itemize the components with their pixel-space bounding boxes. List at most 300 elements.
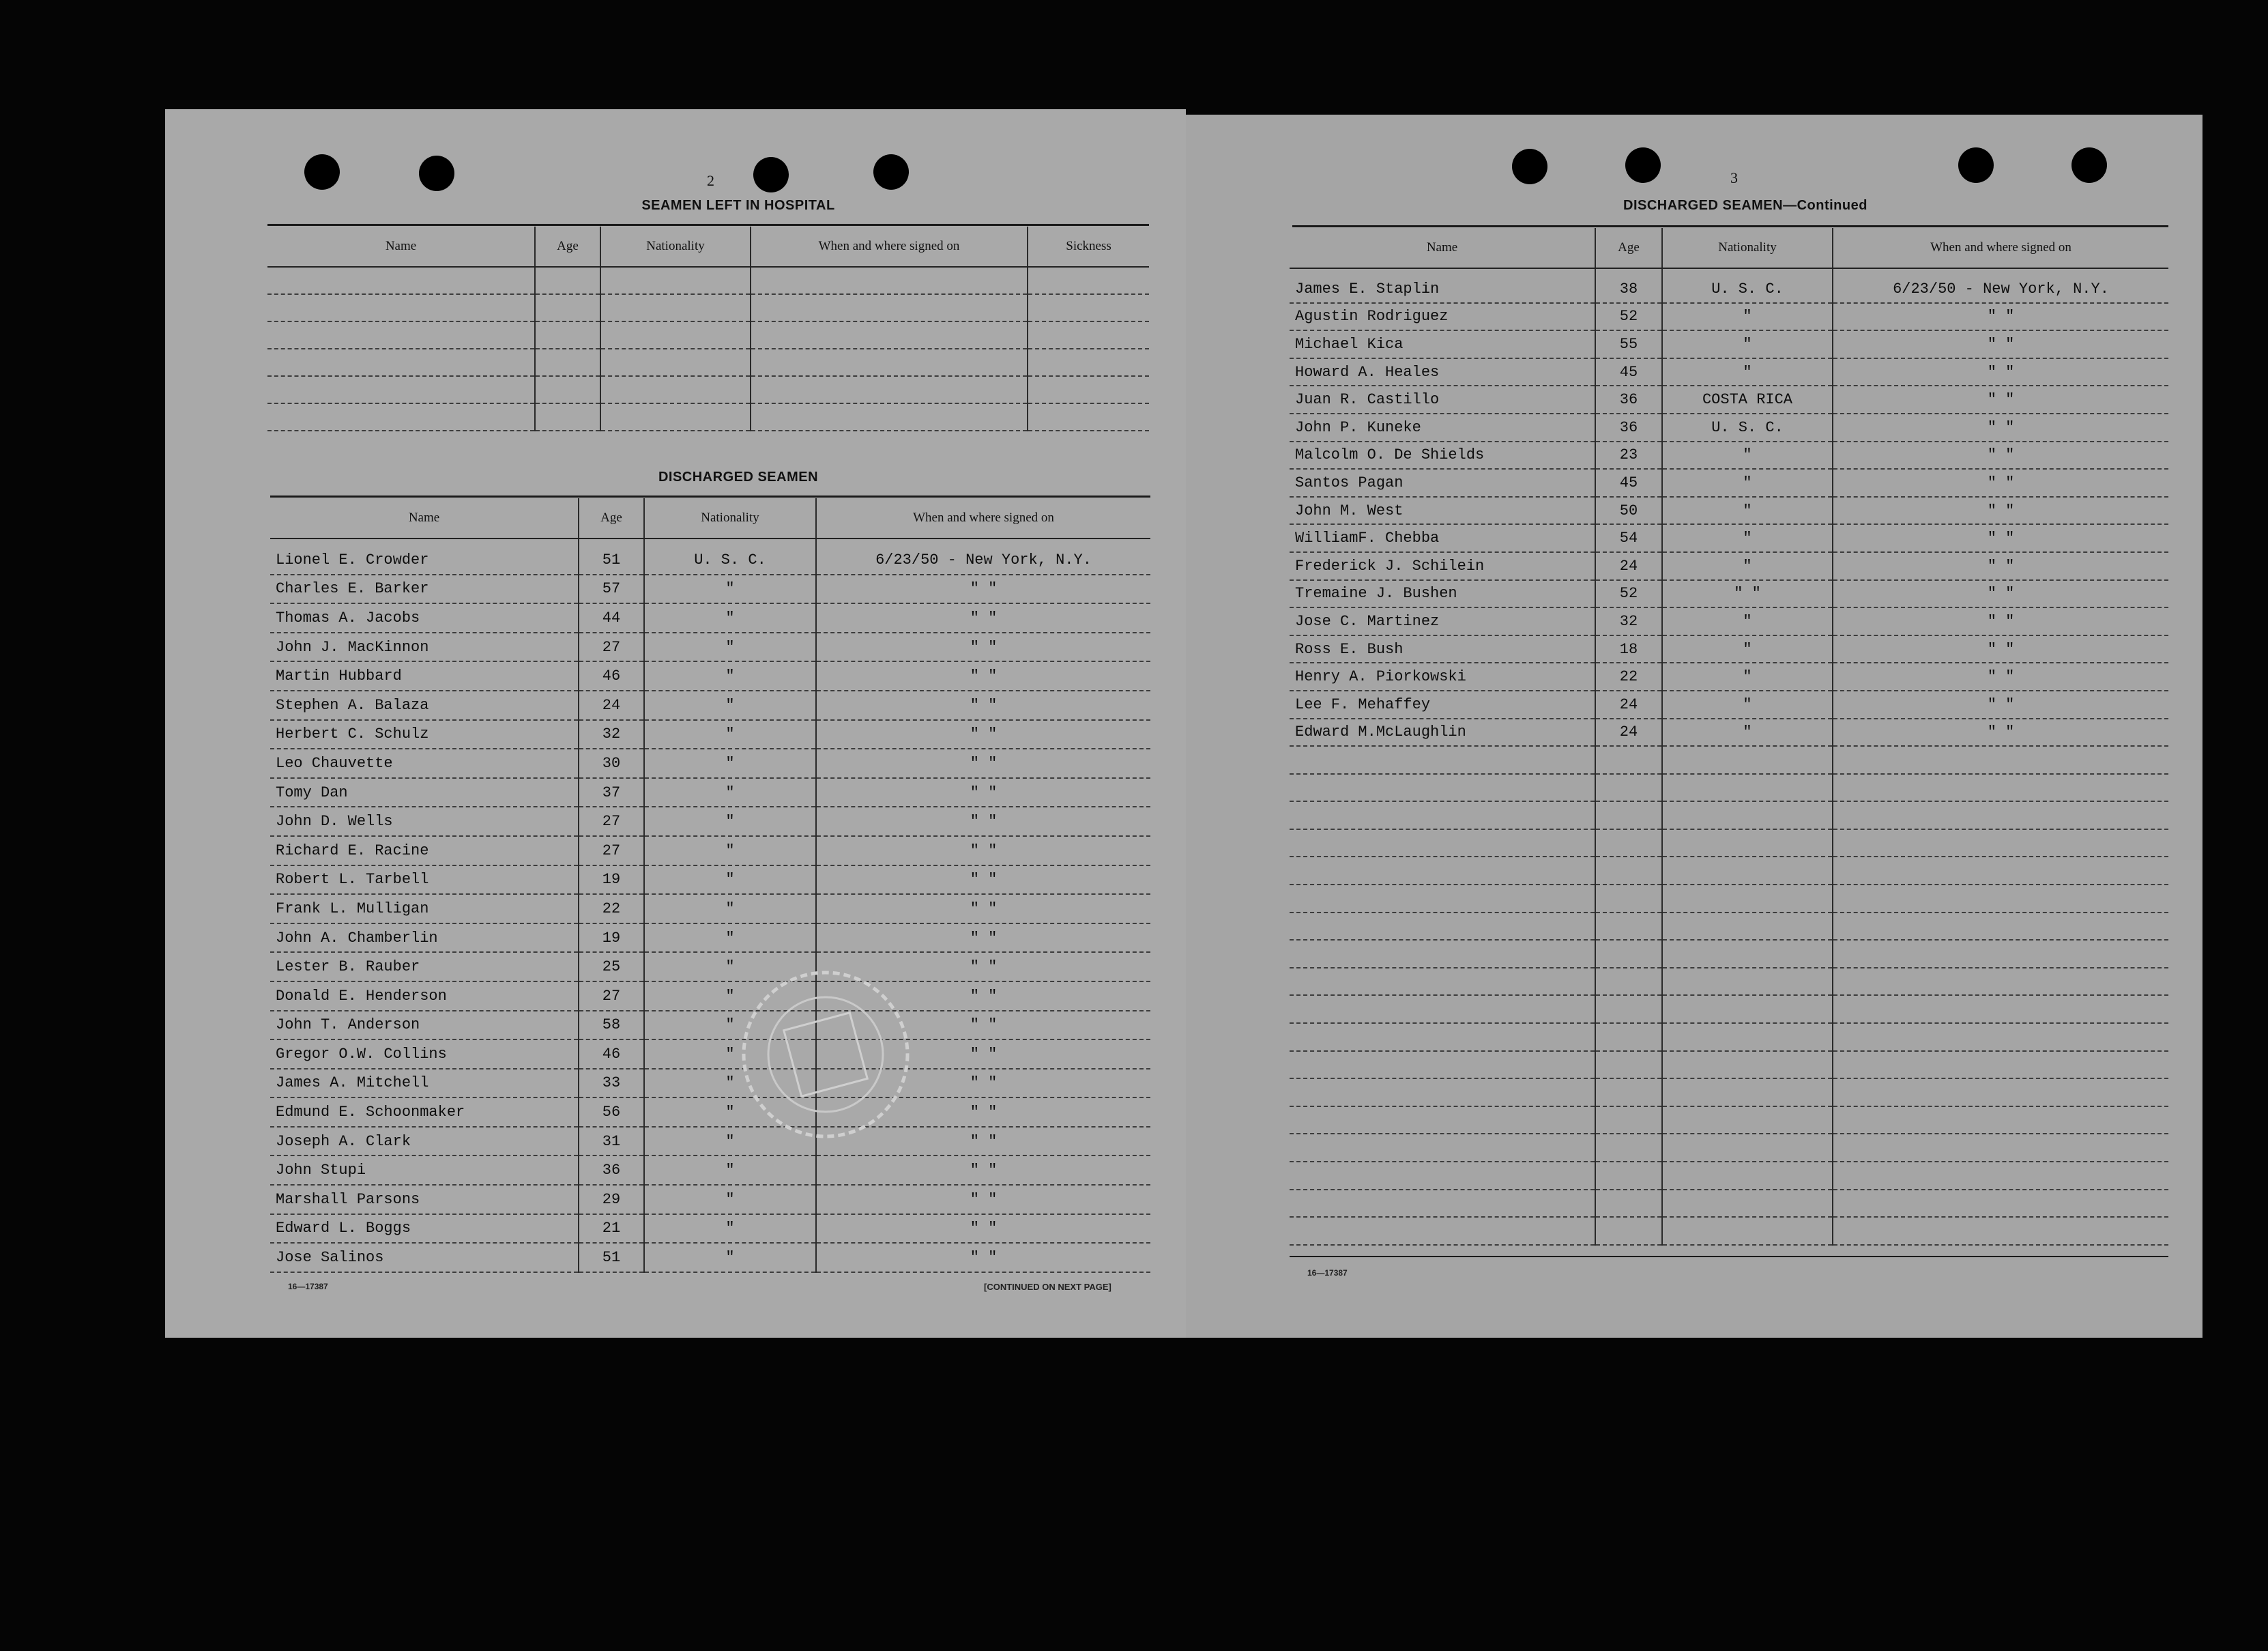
signed-on-cell: " " [816,923,1150,953]
signed-on-cell [1833,968,2168,996]
name-cell [1290,1078,1595,1106]
nationality-cell: " [644,923,816,953]
signed-on-cell: " " [816,603,1150,633]
signed-on-cell: " " [1833,663,2168,691]
table-row [270,952,1150,981]
postmark-stamp-icon [716,956,935,1153]
table-row [1290,1078,2168,1106]
signed-on-cell [1833,857,2168,885]
age-cell [1595,1106,1662,1134]
nationality-cell [1662,746,1833,774]
signed-on-cell: " " [1833,524,2168,552]
table-row [270,720,1150,749]
signed-on-cell: " " [1833,552,2168,580]
age-cell [1595,1134,1662,1162]
column-header: Name [270,498,579,539]
age-cell: 36 [579,1155,644,1185]
age-cell [1595,968,1662,996]
table-row [267,267,1149,294]
table-row [270,981,1150,1011]
nationality-cell: " [644,661,816,691]
signed-on-cell: " " [816,661,1150,691]
table-row [1290,414,2168,442]
table-row [267,376,1149,403]
age-cell: 36 [1595,414,1662,442]
table-row [1290,829,2168,857]
age-cell [535,349,600,376]
table-row [267,349,1149,376]
sickness-cell [1028,376,1149,403]
table-row [270,691,1150,720]
sickness-cell [1028,403,1149,431]
age-cell: 32 [579,720,644,749]
age-cell: 18 [1595,635,1662,663]
nationality-cell [1662,1023,1833,1051]
age-cell [1595,829,1662,857]
table-row [1290,1106,2168,1134]
sickness-cell [1028,294,1149,321]
age-cell: 36 [1595,386,1662,414]
age-cell: 44 [579,603,644,633]
discharged-table [270,498,1150,1273]
signed-on-cell: " " [816,894,1150,923]
signed-on-cell: " " [816,1069,1150,1098]
age-cell [1595,746,1662,774]
age-cell: 24 [579,691,644,720]
table-row [270,1011,1150,1040]
age-cell [1595,1217,1662,1245]
nationality-cell [600,349,751,376]
name-cell [1290,968,1595,996]
table-row [270,865,1150,895]
signed-on-cell [751,349,1028,376]
table-row [267,321,1149,349]
nationality-cell: " [1662,635,1833,663]
name-cell [1290,1134,1595,1162]
table-row [267,403,1149,431]
signed-on-cell: " " [1833,358,2168,386]
age-cell [1595,1051,1662,1079]
name-cell: Edmund E. Schoonmaker [270,1097,579,1127]
page-number: 3 [1730,169,1738,186]
table-row [1290,607,2168,635]
punch-hole-icon [1625,147,1661,183]
name-cell: Martin Hubbard [270,661,579,691]
name-cell [1290,801,1595,829]
nationality-cell [1662,801,1833,829]
nationality-cell: U. S. C. [644,539,816,575]
nationality-cell: " [644,1185,816,1214]
nationality-cell: " [644,1214,816,1244]
age-cell: 25 [579,952,644,981]
age-cell: 58 [579,1011,644,1040]
nationality-cell [1662,1078,1833,1106]
name-cell [1290,1051,1595,1079]
age-cell: 27 [579,981,644,1011]
age-cell: 31 [579,1127,644,1156]
name-cell: Edward M.McLaughlin [1290,719,1595,747]
age-cell: 51 [579,539,644,575]
nationality-cell: " [644,1097,816,1127]
column-header: Age [1595,228,1662,268]
name-cell [267,294,535,321]
name-cell: Thomas A. Jacobs [270,603,579,633]
signed-on-cell [751,321,1028,349]
nationality-cell: " [644,1243,816,1272]
sickness-cell [1028,321,1149,349]
hospital-table [267,227,1149,431]
nationality-cell: " [644,778,816,807]
nationality-cell [1662,968,1833,996]
table-row [1290,885,2168,913]
age-cell: 32 [1595,607,1662,635]
nationality-cell [600,294,751,321]
nationality-cell [1662,913,1833,941]
age-cell [1595,774,1662,802]
name-cell: Agustin Rodriguez [1290,303,1595,331]
table-row [270,1039,1150,1069]
name-cell [1290,1162,1595,1190]
signed-on-cell: " " [816,1097,1150,1127]
name-cell: James E. Staplin [1290,268,1595,303]
age-cell: 46 [579,1039,644,1069]
form-code: 16—17387 [288,1282,328,1291]
table-row [270,807,1150,836]
signed-on-cell: " " [816,1127,1150,1156]
punch-hole-icon [419,156,454,191]
age-cell: 57 [579,575,644,604]
table-row [270,661,1150,691]
age-cell: 45 [1595,469,1662,497]
signed-on-cell: " " [816,807,1150,836]
table-row [270,575,1150,604]
nationality-cell [600,376,751,403]
name-cell: Lester B. Rauber [270,952,579,981]
nationality-cell: " [644,575,816,604]
name-cell: Jose C. Martinez [1290,607,1595,635]
table-row [1290,1051,2168,1079]
section-rule [267,224,1149,226]
age-cell: 24 [1595,719,1662,747]
age-cell [1595,1190,1662,1218]
table-row [1290,774,2168,802]
nationality-cell: " [644,720,816,749]
name-cell [1290,1217,1595,1245]
nationality-cell: " [1662,663,1833,691]
continued-table-header [1290,228,2168,268]
age-cell [1595,1023,1662,1051]
nationality-cell: " [644,865,816,895]
nationality-cell: " [1662,330,1833,358]
nationality-cell [1662,1051,1833,1079]
age-cell [535,403,600,431]
nationality-cell [1662,1190,1833,1218]
table-row [270,923,1150,953]
signed-on-cell [1833,1078,2168,1106]
name-cell: Donald E. Henderson [270,981,579,1011]
name-cell: Herbert C. Schulz [270,720,579,749]
punch-hole-icon [1512,149,1547,184]
table-row [270,633,1150,662]
nationality-cell: " [1662,719,1833,747]
signed-on-cell [1833,1106,2168,1134]
table-row [1290,663,2168,691]
signed-on-cell: " " [1833,635,2168,663]
column-header: Age [579,498,644,539]
signed-on-cell: " " [816,836,1150,865]
name-cell: Santos Pagan [1290,469,1595,497]
name-cell [267,376,535,403]
column-header: When and where signed on [816,498,1150,539]
right-page [1186,115,2202,1338]
signed-on-cell: " " [1833,607,2168,635]
table-row [1290,1134,2168,1162]
age-cell [1595,940,1662,968]
signed-on-cell [751,294,1028,321]
table-row [1290,1023,2168,1051]
table-row [270,1127,1150,1156]
signed-on-cell: " " [816,1243,1150,1272]
nationality-cell: " [644,1011,816,1040]
age-cell: 37 [579,778,644,807]
age-cell: 50 [1595,497,1662,525]
table-row [270,836,1150,865]
table-row [270,539,1150,575]
table-row [1290,330,2168,358]
signed-on-cell: " " [816,952,1150,981]
name-cell [267,267,535,294]
signed-on-cell [1833,1023,2168,1051]
nationality-cell: " [644,1069,816,1098]
signed-on-cell: " " [816,865,1150,895]
nationality-cell [1662,857,1833,885]
signed-on-cell [1833,829,2168,857]
age-cell [1595,1162,1662,1190]
signed-on-cell: " " [1833,330,2168,358]
name-cell: WilliamF. Chebba [1290,524,1595,552]
hospital-table-header [267,227,1149,267]
nationality-cell [600,321,751,349]
age-cell [1595,885,1662,913]
age-cell: 33 [579,1069,644,1098]
table-row [1290,268,2168,303]
column-header: Name [1290,228,1595,268]
signed-on-cell: " " [1833,386,2168,414]
signed-on-cell: " " [816,720,1150,749]
nationality-cell [600,267,751,294]
section-rule [1292,225,2168,227]
table-row [1290,580,2168,608]
nationality-cell [1662,1162,1833,1190]
age-cell: 22 [1595,663,1662,691]
name-cell [1290,885,1595,913]
table-row [270,603,1150,633]
nationality-cell: " [1662,358,1833,386]
table-row [270,894,1150,923]
table-row [1290,1217,2168,1245]
table-row [1290,303,2168,331]
name-cell: Ross E. Bush [1290,635,1595,663]
punch-hole-icon [1958,147,1994,183]
age-cell [1595,857,1662,885]
name-cell: John D. Wells [270,807,579,836]
age-cell: 52 [1595,580,1662,608]
nationality-cell: " [644,894,816,923]
signed-on-cell: " " [1833,442,2168,470]
age-cell [535,267,600,294]
age-cell: 19 [579,923,644,953]
age-cell: 23 [1595,442,1662,470]
nationality-cell [1662,774,1833,802]
signed-on-cell [1833,801,2168,829]
name-cell: John J. MacKinnon [270,633,579,662]
signed-on-cell [751,376,1028,403]
name-cell: Gregor O.W. Collins [270,1039,579,1069]
signed-on-cell: " " [1833,469,2168,497]
name-cell: John T. Anderson [270,1011,579,1040]
name-cell [267,403,535,431]
signed-on-cell: " " [816,778,1150,807]
name-cell [267,321,535,349]
name-cell: Leo Chauvette [270,749,579,778]
signed-on-cell: " " [816,981,1150,1011]
name-cell: James A. Mitchell [270,1069,579,1098]
name-cell [1290,913,1595,941]
nationality-cell: " [644,1127,816,1156]
age-cell: 51 [579,1243,644,1272]
name-cell: Richard E. Racine [270,836,579,865]
punch-hole-icon [2071,147,2107,183]
signed-on-cell [1833,1134,2168,1162]
table-row [1290,635,2168,663]
nationality-cell [1662,885,1833,913]
nationality-cell [1662,1106,1833,1134]
signed-on-cell [1833,913,2168,941]
name-cell: Lee F. Mehaffey [1290,691,1595,719]
nationality-cell: " [1662,303,1833,331]
signed-on-cell: " " [1833,497,2168,525]
name-cell: Joseph A. Clark [270,1127,579,1156]
signed-on-cell [751,403,1028,431]
nationality-cell: " [1662,469,1833,497]
name-cell: Henry A. Piorkowski [1290,663,1595,691]
nationality-cell: COSTA RICA [1662,386,1833,414]
table-row [1290,1190,2168,1218]
table-row [1290,719,2168,747]
nationality-cell: " [1662,691,1833,719]
name-cell: Howard A. Heales [1290,358,1595,386]
name-cell: Michael Kica [1290,330,1595,358]
signed-on-cell: 6/23/50 - New York, N.Y. [816,539,1150,575]
section-rule [270,496,1150,498]
table-row [270,778,1150,807]
name-cell: Malcolm O. De Shields [1290,442,1595,470]
signed-on-cell [1833,1217,2168,1245]
signed-on-cell [1833,885,2168,913]
nationality-cell: " [644,836,816,865]
discharged-section-title: DISCHARGED SEAMEN [658,470,819,485]
nationality-cell: " [644,603,816,633]
punch-hole-icon [753,157,789,192]
name-cell: Marshall Parsons [270,1185,579,1214]
age-cell [535,376,600,403]
signed-on-cell: " " [816,1011,1150,1040]
signed-on-cell: " " [1833,691,2168,719]
age-cell [1595,913,1662,941]
name-cell [1290,1023,1595,1051]
nationality-cell [1662,995,1833,1023]
signed-on-cell [1833,1051,2168,1079]
age-cell: 27 [579,633,644,662]
nationality-cell: " [644,1039,816,1069]
table-row [1290,913,2168,941]
name-cell: Frank L. Mulligan [270,894,579,923]
discharged-continued-table [1290,228,2168,1246]
table-row [1290,552,2168,580]
age-cell: 22 [579,894,644,923]
nationality-cell [1662,829,1833,857]
signed-on-cell: " " [1833,414,2168,442]
signed-on-cell [751,267,1028,294]
table-row [1290,857,2168,885]
nationality-cell: " [644,633,816,662]
signed-on-cell: " " [816,575,1150,604]
discharged-continued-title: DISCHARGED SEAMEN—Continued [1623,198,1867,213]
nationality-cell: " [1662,552,1833,580]
name-cell: Tremaine J. Bushen [1290,580,1595,608]
table-row [270,1155,1150,1185]
age-cell: 21 [579,1214,644,1244]
signed-on-cell [1833,1162,2168,1190]
name-cell: Jose Salinos [270,1243,579,1272]
table-row [270,1185,1150,1214]
age-cell: 24 [1595,552,1662,580]
signed-on-cell: " " [816,633,1150,662]
age-cell: 24 [1595,691,1662,719]
column-header: Nationality [600,227,751,267]
name-cell: Edward L. Boggs [270,1214,579,1244]
column-header: When and where signed on [751,227,1028,267]
table-row [1290,940,2168,968]
name-cell: John M. West [1290,497,1595,525]
signed-on-cell [1833,940,2168,968]
nationality-cell: " [644,691,816,720]
table-row [270,1069,1150,1098]
signed-on-cell [1833,774,2168,802]
signed-on-cell: " " [1833,580,2168,608]
name-cell [1290,774,1595,802]
signed-on-cell: " " [816,1185,1150,1214]
column-header: When and where signed on [1833,228,2168,268]
signed-on-cell: " " [816,1039,1150,1069]
age-cell: 46 [579,661,644,691]
nationality-cell: " [644,981,816,1011]
page-number: 2 [707,172,714,189]
sickness-cell [1028,349,1149,376]
bottom-rule [1290,1256,2168,1257]
nationality-cell: " [644,749,816,778]
column-header: Sickness [1028,227,1149,267]
age-cell: 29 [579,1185,644,1214]
name-cell: John A. Chamberlin [270,923,579,953]
signed-on-cell [1833,746,2168,774]
table-row [270,1214,1150,1244]
continued-note: [CONTINUED ON NEXT PAGE] [984,1282,1111,1292]
signed-on-cell: " " [816,1155,1150,1185]
hospital-section-title: SEAMEN LEFT IN HOSPITAL [641,198,835,213]
table-row [1290,746,2168,774]
name-cell [1290,1190,1595,1218]
